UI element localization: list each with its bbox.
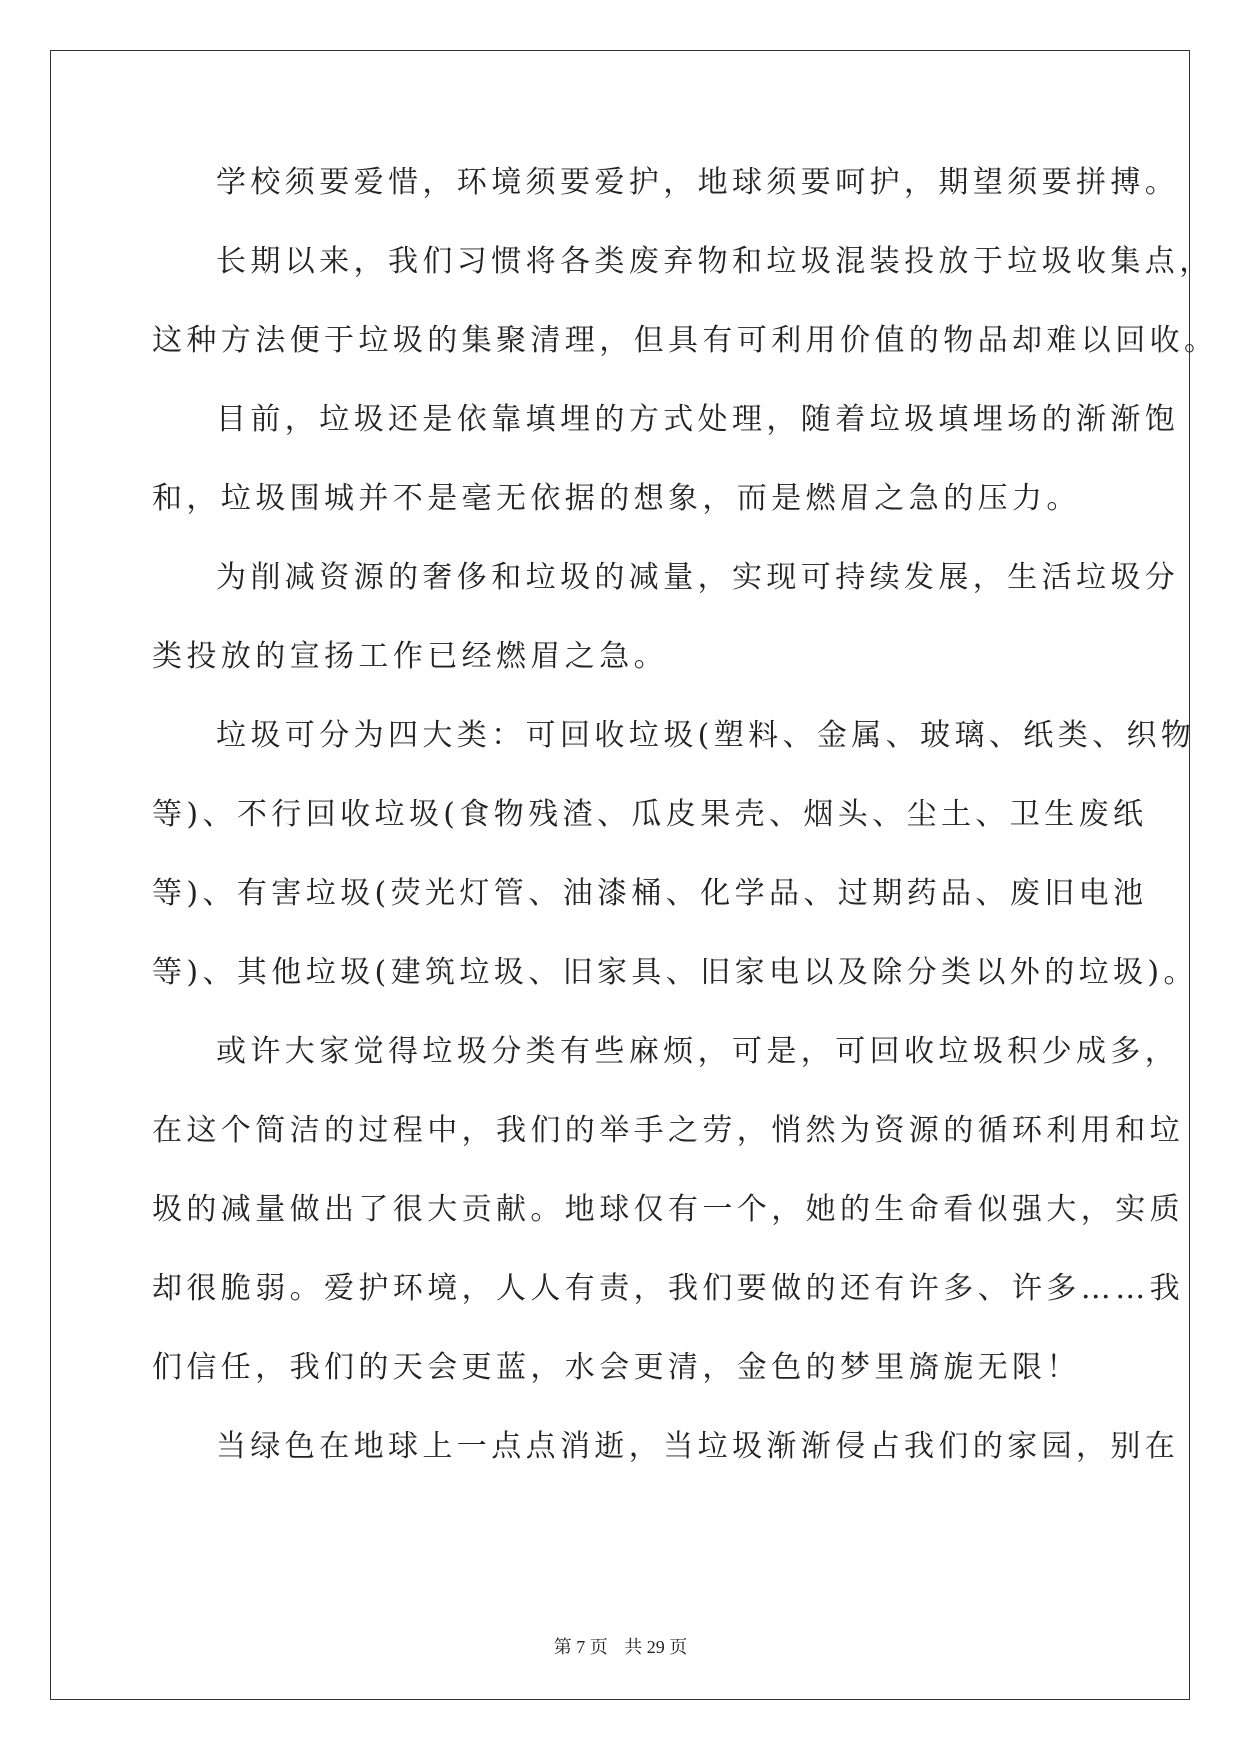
page-footer [0, 1633, 1241, 1659]
text-line: 等)、不行回收垃圾(食物残渣、瓜皮果壳、烟头、尘土、卫生废纸 [152, 797, 1148, 832]
text-line: 类投放的宣扬工作已经燃眉之急。 [152, 639, 668, 674]
text-line: 长期以来，我们习惯将各类废弃物和垃圾混装投放于垃圾收集点， [216, 244, 1214, 279]
page-number: 第 7 页 [553, 1637, 608, 1657]
text-line: 却很脆弱。爱护环境，人人有责，我们要做的还有许多、许多……我 [152, 1271, 1184, 1306]
text-line: 等)、其他垃圾(建筑垃圾、旧家具、旧家电以及除分类以外的垃圾)。 [152, 955, 1198, 990]
text-line: 这种方法便于垃圾的集聚清理，但具有可利用价值的物品却难以回收。 [152, 323, 1219, 358]
text-line: 在这个简洁的过程中，我们的举手之劳，悄然为资源的循环利用和垃 [152, 1113, 1184, 1148]
total-pages: 共 29 页 [624, 1637, 688, 1657]
text-line: 目前，垃圾还是依靠填埋的方式处理，随着垃圾填埋场的渐渐饱 [216, 402, 1180, 437]
text-line: 当绿色在地球上一点点消逝，当垃圾渐渐侵占我们的家园，别在 [216, 1429, 1180, 1464]
text-line: 学校须要爱惜，环境须要爱护，地球须要呵护，期望须要拼搏。 [216, 165, 1180, 200]
text-line: 垃圾可分为四大类：可回收垃圾(塑料、金属、玻璃、纸类、织物 [216, 718, 1196, 753]
text-line: 或许大家觉得垃圾分类有些麻烦，可是，可回收垃圾积少成多， [216, 1034, 1180, 1069]
text-line: 们信任，我们的天会更蓝，水会更清，金色的梦里旖旎无限！ [152, 1350, 1081, 1385]
text-line: 为削减资源的奢侈和垃圾的减量，实现可持续发展，生活垃圾分 [216, 560, 1180, 595]
text-line: 和，垃圾围城并不是毫无依据的想象，而是燃眉之急的压力。 [152, 481, 1081, 516]
text-line: 等)、有害垃圾(荧光灯管、油漆桶、化学品、过期药品、废旧电池 [152, 876, 1148, 911]
text-line: 圾的减量做出了很大贡献。地球仅有一个，她的生命看似强大，实质 [152, 1192, 1184, 1227]
